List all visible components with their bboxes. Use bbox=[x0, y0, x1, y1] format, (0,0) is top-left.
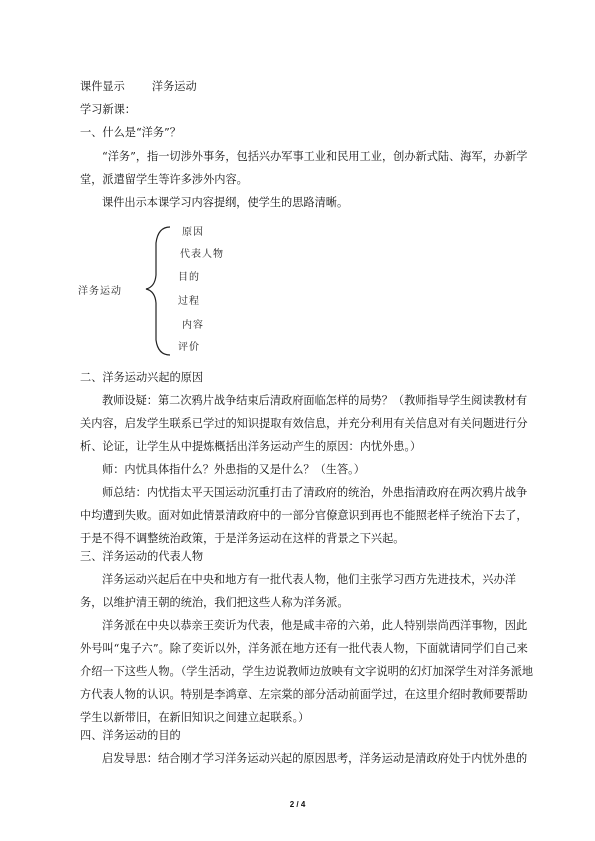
outline-diagram bbox=[70, 215, 270, 365]
outline-item-evaluation: 评价 bbox=[178, 342, 200, 353]
header-label: 课件显示 bbox=[80, 80, 125, 93]
section1-paragraph-2: 课件出示本课学习内容提纲，使学生的思路清晰。 bbox=[102, 196, 349, 209]
section2-paragraph-3: 师总结：内忧指太平天国运动沉重打击了清政府的统治，外患指清政府在两次鸦片战争中均遭到失败。面对如此情景清政府中的一部分官僚意识到再也不能照老样子统治下去了，于是不得不调整统治政策，于是洋务运动在这样的背景之下兴起。 bbox=[80, 486, 528, 545]
section2-paragraph-1: 教师设疑：第二次鸦片战争结束后清政府面临怎样的局势？（教师指导学生阅读教材有关内容，启发学生联系已学过的知识提取有效信息，并充分利用有关信息对有关问题进行分析、论证，让学生从中提炼概括出洋务运动产生的原因：内忧外患。） bbox=[80, 394, 528, 453]
outline-item-content: 内容 bbox=[182, 320, 204, 331]
section1-heading: 一、什么是“洋务”？ bbox=[80, 126, 181, 139]
section2-heading: 二、洋务运动兴起的原因 bbox=[80, 371, 204, 384]
outline-center-label: 洋务运动 bbox=[78, 286, 122, 297]
outline-item-purpose: 目的 bbox=[178, 272, 200, 283]
new-lesson-label: 学习新课： bbox=[80, 103, 136, 116]
outline-item-process: 过程 bbox=[178, 296, 200, 307]
courseware-header bbox=[80, 80, 197, 94]
section4-heading: 四、洋务运动的目的 bbox=[80, 729, 181, 742]
section3-paragraph-1: 洋务运动兴起后在中央和地方有一批代表人物，他们主张学习西方先进技术，兴办洋务，以维护清王朝的统治，我们把这些人称为洋务派。 bbox=[80, 573, 516, 609]
outline-item-reason: 原因 bbox=[182, 227, 204, 238]
section3-paragraph-2: 洋务派在中央以恭亲王奕䜣为代表，他是咸丰帝的六弟，此人特别崇尚西洋事物，因此外号叫“鬼子六”。除了奕䜣以外，洋务派在地方还有一批代表人物，下面就请同学们自己来介绍一下这些人物。（学生活动，学生边说教师边放映有文字说明的幻灯加深学生对洋务派地方代表人物的认识。特别是李鸿章、左宗棠的部分活动前面学过，在这里介绍时教师要帮助学生以新带旧，在新旧知识之间建立起联系。） bbox=[80, 619, 534, 724]
section3-heading: 三、洋务运动的代表人物 bbox=[80, 550, 204, 563]
outline-item-figures: 代表人物 bbox=[180, 249, 224, 260]
section1-paragraph-1: “洋务”，指一切涉外事务，包括兴办军事工业和民用工业，创办新式陆、海军，办新学堂，派遣留学生等许多涉外内容。 bbox=[80, 150, 528, 186]
page-number: 2 / 4 bbox=[289, 800, 306, 809]
section4-paragraph-1: 启发导思：结合刚才学习洋务运动兴起的原因思考，洋务运动是清政府处于内忧外患的 bbox=[102, 752, 528, 765]
section2-paragraph-2: 师：内忧具体指什么？外患指的又是什么？（生答。） bbox=[102, 463, 365, 476]
header-title: 洋务运动 bbox=[151, 80, 197, 93]
